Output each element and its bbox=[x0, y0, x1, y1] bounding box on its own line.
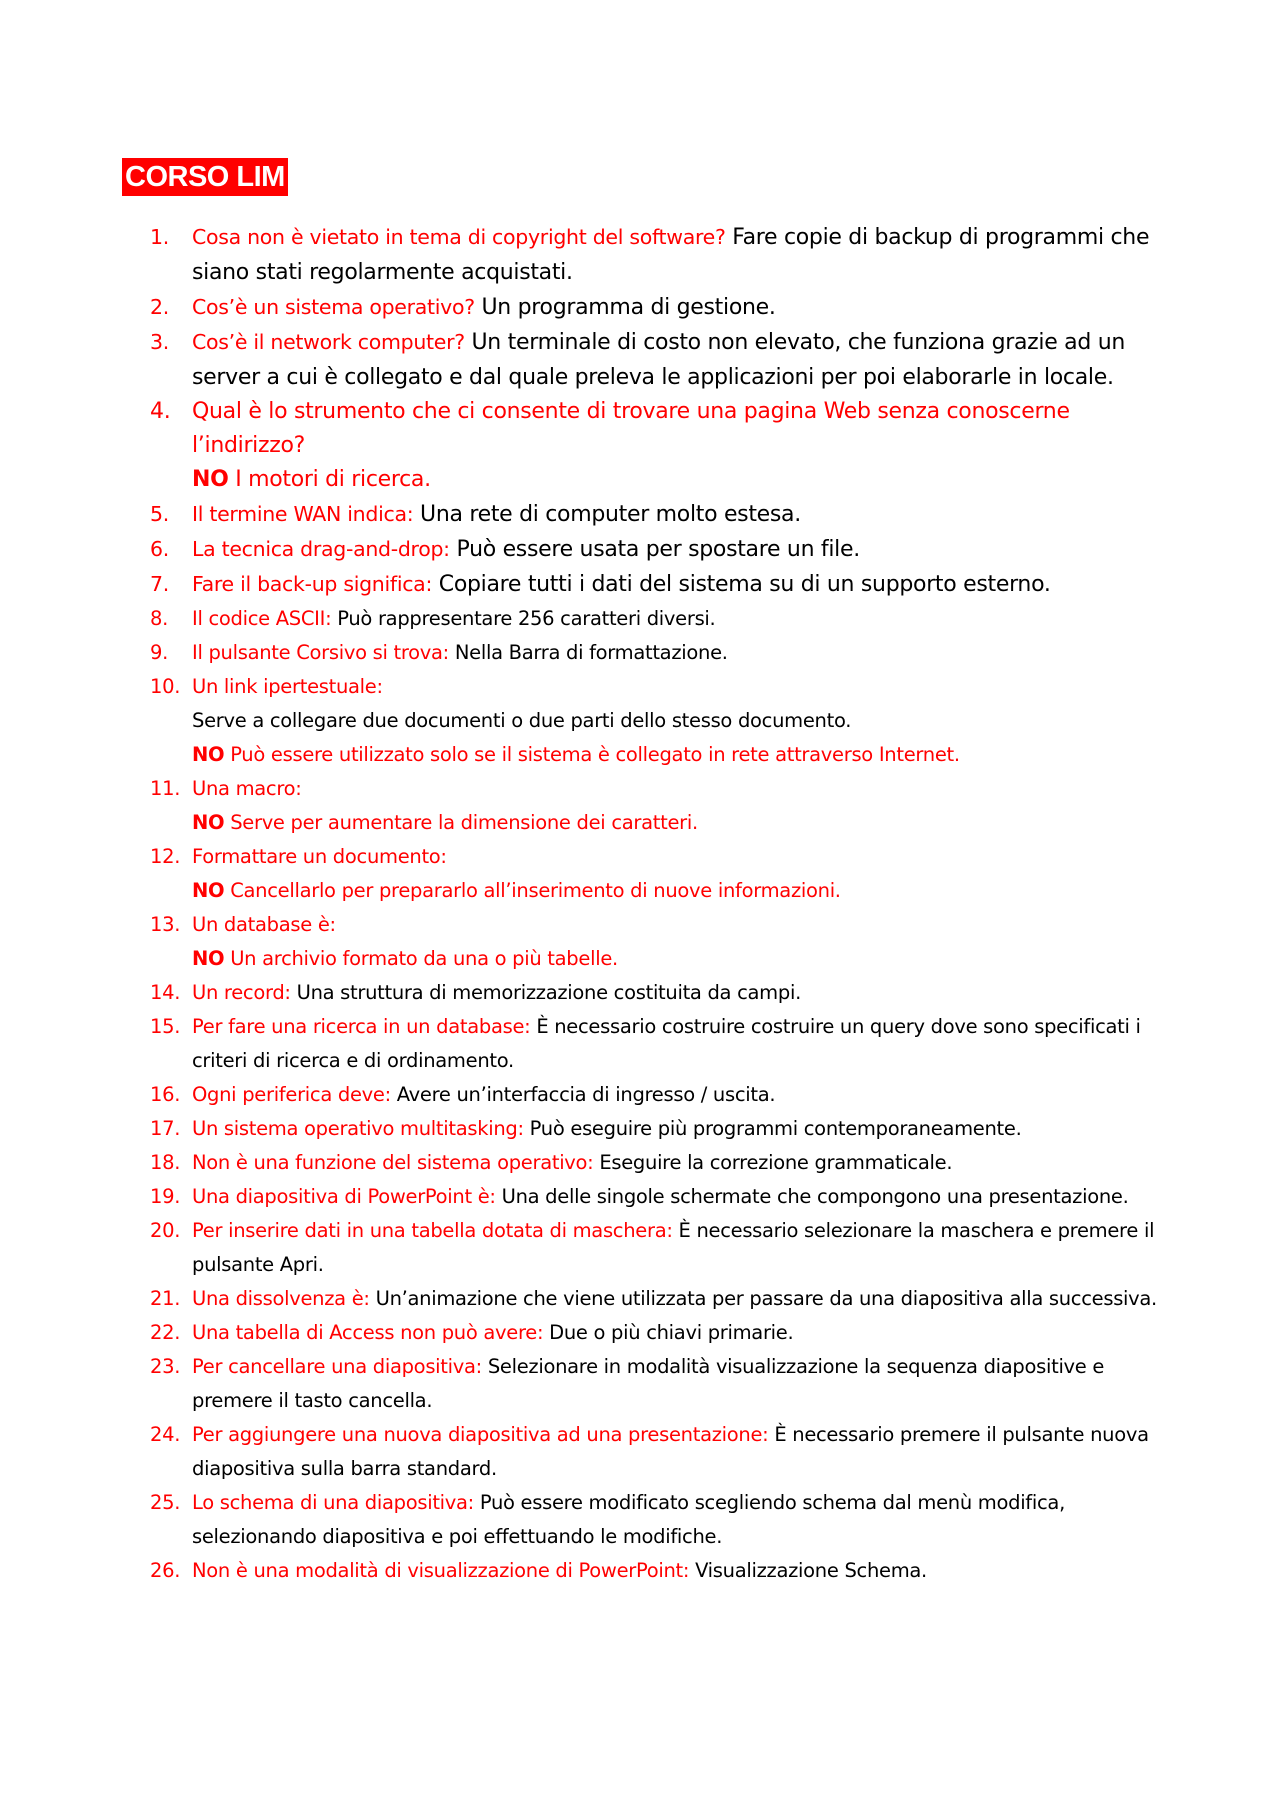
item-number: 26. bbox=[150, 1559, 181, 1582]
question-text: Fare il back-up significa: bbox=[192, 572, 433, 596]
item-number: 8. bbox=[150, 607, 169, 630]
question-text: Qual è lo strumento che ci consente di trovare una pagina Web senza conoscerne l’indirizzo? bbox=[192, 399, 1070, 458]
list-item bbox=[150, 290, 1170, 325]
correct-answer-line: Serve a collegare due documenti o due parti dello stesso documento. bbox=[192, 709, 852, 732]
list-item bbox=[150, 976, 1170, 1010]
item-number: 25. bbox=[150, 1491, 181, 1514]
wrong-answer-label: NO bbox=[192, 467, 229, 492]
list-item bbox=[150, 1350, 1170, 1418]
list-item bbox=[150, 1316, 1170, 1350]
item-number: 7. bbox=[150, 572, 169, 596]
answer-text: Nella Barra di formattazione. bbox=[448, 641, 728, 664]
item-number: 12. bbox=[150, 845, 181, 868]
answer-text: È necessario selezionare la maschera e premere il pulsante Apri. bbox=[192, 1219, 1155, 1276]
question-text: Formattare un documento: bbox=[192, 845, 447, 868]
list-item bbox=[150, 1180, 1170, 1214]
list-item bbox=[150, 602, 1170, 636]
question-text: Non è una funzione del sistema operativo: bbox=[192, 1151, 594, 1174]
question-text: Per fare una ricerca in un database: bbox=[192, 1015, 531, 1038]
answer-text: È necessario premere il pulsante nuova diapositiva sulla barra standard. bbox=[192, 1423, 1149, 1480]
question-text: Una dissolvenza è: bbox=[192, 1287, 370, 1310]
question-list bbox=[150, 220, 1170, 1588]
item-number: 1. bbox=[150, 225, 169, 249]
wrong-answer-text: I motori di ricerca. bbox=[228, 467, 431, 492]
item-number: 13. bbox=[150, 913, 181, 936]
question-text: Cos’è un sistema operativo? bbox=[192, 295, 475, 319]
list-item bbox=[150, 1146, 1170, 1180]
list-item bbox=[150, 497, 1170, 532]
wrong-answer-text: Cancellarlo per prepararlo all’inserimento di nuove informazioni. bbox=[224, 879, 841, 902]
item-number: 15. bbox=[150, 1015, 181, 1038]
answer-text: Copiare tutti i dati del sistema su di un supporto esterno. bbox=[432, 572, 1051, 597]
answer-text: Può essere modificato scegliendo schema dal menù modifica, selezionando diapositiva e poi effettuando le modifiche. bbox=[192, 1491, 1065, 1548]
item-number: 6. bbox=[150, 537, 169, 561]
page-title: CORSO LIM bbox=[122, 158, 288, 196]
question-text: Non è una modalità di visualizzazione di PowerPoint: bbox=[192, 1559, 690, 1582]
item-number: 20. bbox=[150, 1219, 181, 1242]
question-text: Il codice ASCII: bbox=[192, 607, 332, 630]
question-text: Lo schema di una diapositiva: bbox=[192, 1491, 474, 1514]
answer-text: Selezionare in modalità visualizzazione la sequenza diapositive e premere il tasto cancella. bbox=[192, 1355, 1105, 1412]
answer-text: Eseguire la correzione grammaticale. bbox=[593, 1151, 953, 1174]
answer-text: Un’animazione che viene utilizzata per passare da una diapositiva alla successiva. bbox=[369, 1287, 1157, 1310]
answer-text: È necessario costruire costruire un query dove sono specificati i criteri di ricerca e di ordinamento. bbox=[192, 1015, 1141, 1072]
question-text: Una diapositiva di PowerPoint è: bbox=[192, 1185, 496, 1208]
list-item bbox=[150, 532, 1170, 567]
item-number: 10. bbox=[150, 675, 181, 698]
answer-text: Può rappresentare 256 caratteri diversi. bbox=[331, 607, 716, 630]
list-item bbox=[150, 1112, 1170, 1146]
wrong-answer-line bbox=[192, 738, 1170, 772]
list-item bbox=[150, 325, 1170, 395]
wrong-answer-label: NO bbox=[192, 743, 225, 766]
question-text: Cos’è il network computer? bbox=[192, 330, 465, 354]
list-item bbox=[150, 1486, 1170, 1554]
list-item bbox=[150, 1078, 1170, 1112]
question-text: Un database è: bbox=[192, 913, 336, 936]
question-text: Cosa non è vietato in tema di copyright del software? bbox=[192, 225, 726, 249]
answer-text: Avere un’interfaccia di ingresso / uscita. bbox=[390, 1083, 776, 1106]
wrong-answer-label: NO bbox=[192, 811, 225, 834]
item-number: 11. bbox=[150, 777, 181, 800]
question-text: Una tabella di Access non può avere: bbox=[192, 1321, 544, 1344]
answer-text: Può eseguire più programmi contemporaneamente. bbox=[523, 1117, 1022, 1140]
wrong-answer-text: Può essere utilizzato solo se il sistema è collegato in rete attraverso Internet. bbox=[224, 743, 960, 766]
item-number: 24. bbox=[150, 1423, 181, 1446]
answer-text: Una delle singole schermate che compongono una presentazione. bbox=[495, 1185, 1129, 1208]
list-item bbox=[150, 840, 1170, 908]
answer-text: Fare copie di backup di programmi che siano stati regolarmente acquistati. bbox=[192, 225, 1150, 285]
answer-text: Un terminale di costo non elevato, che funziona grazie ad un server a cui è collegato e dal quale preleva le applicazioni per poi elaborarle in locale. bbox=[192, 330, 1125, 390]
question-text: Un sistema operativo multitasking: bbox=[192, 1117, 524, 1140]
answer-text: Può essere usata per spostare un file. bbox=[449, 537, 860, 562]
wrong-answer-line bbox=[192, 806, 1170, 840]
list-item bbox=[150, 636, 1170, 670]
list-item bbox=[150, 670, 1170, 772]
question-text: Un record: bbox=[192, 981, 291, 1004]
answer-text: Una rete di computer molto estesa. bbox=[413, 502, 801, 527]
item-number: 22. bbox=[150, 1321, 181, 1344]
question-text: Il termine WAN indica: bbox=[192, 502, 414, 526]
item-number: 3. bbox=[150, 330, 169, 354]
item-number: 23. bbox=[150, 1355, 181, 1378]
wrong-answer-text: Un archivio formato da una o più tabelle. bbox=[224, 947, 618, 970]
wrong-answer-line bbox=[192, 463, 1170, 497]
item-number: 16. bbox=[150, 1083, 181, 1106]
wrong-answer-line bbox=[192, 942, 1170, 976]
item-number: 19. bbox=[150, 1185, 181, 1208]
item-number: 17. bbox=[150, 1117, 181, 1140]
question-text: Ogni periferica deve: bbox=[192, 1083, 391, 1106]
list-item bbox=[150, 1418, 1170, 1486]
question-text: La tecnica drag-and-drop: bbox=[192, 537, 450, 561]
answer-text: Due o più chiavi primarie. bbox=[543, 1321, 794, 1344]
item-number: 4. bbox=[150, 399, 171, 424]
question-text: Per cancellare una diapositiva: bbox=[192, 1355, 482, 1378]
item-number: 18. bbox=[150, 1151, 181, 1174]
wrong-answer-text: Serve per aumentare la dimensione dei caratteri. bbox=[224, 811, 698, 834]
list-item bbox=[150, 220, 1170, 290]
item-number: 2. bbox=[150, 295, 169, 319]
question-text: Una macro: bbox=[192, 777, 302, 800]
list-item bbox=[150, 1554, 1170, 1588]
wrong-answer-line bbox=[192, 874, 1170, 908]
question-text: Per aggiungere una nuova diapositiva ad una presentazione: bbox=[192, 1423, 769, 1446]
answer-text: Una struttura di memorizzazione costituita da campi. bbox=[290, 981, 801, 1004]
item-number: 5. bbox=[150, 502, 169, 526]
wrong-answer-label: NO bbox=[192, 947, 225, 970]
item-number: 9. bbox=[150, 641, 169, 664]
question-text: Il pulsante Corsivo si trova: bbox=[192, 641, 449, 664]
wrong-answer-label: NO bbox=[192, 879, 225, 902]
list-item bbox=[150, 1282, 1170, 1316]
item-number: 14. bbox=[150, 981, 181, 1004]
answer-text: Visualizzazione Schema. bbox=[689, 1559, 927, 1582]
question-text: Un link ipertestuale: bbox=[192, 675, 383, 698]
list-item bbox=[150, 772, 1170, 840]
question-text: Per inserire dati in una tabella dotata di maschera: bbox=[192, 1219, 673, 1242]
item-number: 21. bbox=[150, 1287, 181, 1310]
list-item bbox=[150, 395, 1170, 497]
list-item bbox=[150, 908, 1170, 976]
list-item bbox=[150, 567, 1170, 602]
list-item bbox=[150, 1010, 1170, 1078]
list-item bbox=[150, 1214, 1170, 1282]
answer-text: Un programma di gestione. bbox=[474, 295, 776, 320]
